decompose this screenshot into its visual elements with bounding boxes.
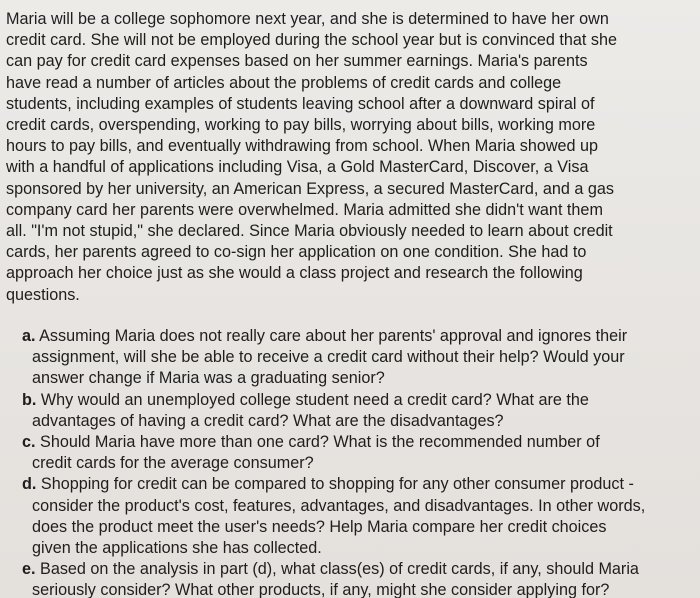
intro-line: all. "I'm not stupid," she declared. Since Maria obviously needed to learn about credit [6, 222, 613, 241]
question-c [22, 432, 692, 474]
question-d-line: does the product meet the user's needs? Help Maria compare her credit choices [32, 517, 607, 536]
question-c-tag: c. [22, 433, 36, 452]
question-a-tag: a. [22, 327, 36, 345]
question-e-tag: e. [22, 560, 36, 579]
question-b [22, 390, 692, 432]
intro-line: sponsored by her university, an American Express, a secured MasterCard, and a gas [6, 179, 614, 198]
intro-line: credit cards, overspending, working to pay bills, worrying about bills, working more [6, 116, 596, 135]
question-b-tag: b. [22, 390, 37, 409]
intro-line: credit card. She will not be employed during the school year but is convinced that she [6, 31, 617, 50]
question-e [22, 559, 692, 598]
question-d-tag: d. [22, 475, 37, 494]
intro-line: can pay for credit card expenses based on her summer earnings. Maria's parents [6, 52, 588, 71]
intro-line: students, including examples of students leaving school after a downward spiral of [6, 94, 595, 113]
question-a-line: answer change if Maria was a graduating senior? [32, 369, 385, 388]
question-d-first-line [22, 474, 692, 495]
question-b-text: Why would an unemployed college student need a credit card? What are the [40, 390, 589, 409]
question-c-text: Should Maria have more than one card? What is the recommended number of [40, 433, 600, 452]
question-e-first-line [22, 559, 692, 580]
intro-line: approach her choice just as she would a class project and research the following [6, 264, 583, 283]
question-a-first-line [22, 326, 692, 347]
question-d-line: given the applications she has collected. [32, 539, 322, 558]
question-d-text: Shopping for credit can be compared to shopping for any other consumer product - [40, 475, 634, 494]
intro-line: hours to pay bills, and eventually withdrawing from school. When Maria showed up [6, 137, 599, 156]
intro-line: questions. [6, 285, 80, 304]
question-b-line: advantages of having a credit card? What are the disadvantages? [32, 411, 504, 430]
intro-line: have read a number of articles about the problems of credit cards and college [6, 73, 562, 92]
question-a-text: Assuming Maria does not really care about her parents' approval and ignores their [39, 327, 628, 345]
intro-line: Maria will be a college sophomore next year, and she is determined to have her own [6, 10, 609, 28]
question-c-line: credit cards for the average consumer? [32, 454, 314, 473]
intro-paragraph [6, 9, 696, 306]
intro-line: company card her parents were overwhelmed. Maria admitted she didn't want them [6, 200, 603, 219]
question-a-line: assignment, will she be able to receive a credit card without their help? Would your [32, 348, 625, 367]
question-e-line: seriously consider? What other products, if any, might she consider applying for? [32, 581, 610, 598]
question-list [22, 326, 692, 598]
intro-line: cards, her parents agreed to co-sign her application on one condition. She had to [6, 243, 587, 262]
question-e-text: Based on the analysis in part (d), what class(es) of credit cards, if any, should Maria [40, 560, 639, 579]
intro-line: with a handful of applications including Visa, a Gold MasterCard, Discover, a Visa [6, 158, 589, 177]
question-c-first-line [22, 432, 692, 453]
question-b-first-line [22, 390, 692, 411]
question-a [22, 326, 692, 390]
question-d [22, 474, 692, 559]
question-d-line: consider the product's cost, features, advantages, and disadvantages. In other words, [32, 496, 646, 515]
